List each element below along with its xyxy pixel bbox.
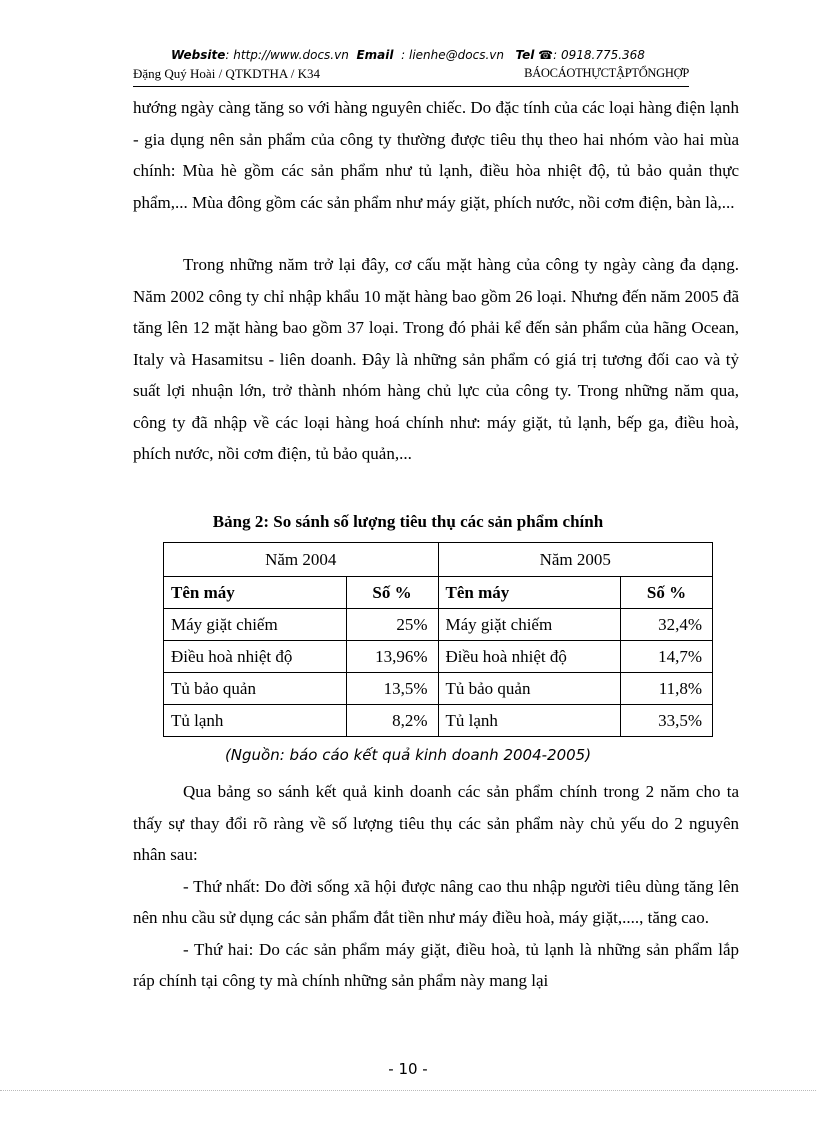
tel-value: ☎: 0918.775.368 — [538, 48, 645, 62]
cell-pct-2005: 14,7% — [621, 641, 713, 673]
cell-pct-2005: 32,4% — [621, 609, 713, 641]
body-section-middle — [133, 249, 739, 470]
email-value: : lienhe@docs.vn — [401, 48, 504, 62]
col-pct-2005: Số % — [621, 577, 713, 609]
table-year-row — [164, 543, 713, 577]
cell-pct-2004: 13,96% — [346, 641, 438, 673]
cell-pct-2004: 25% — [346, 609, 438, 641]
cell-pct-2005: 11,8% — [621, 673, 713, 705]
comparison-table — [163, 542, 713, 737]
footer-divider — [0, 1090, 816, 1091]
website-label: Website — [171, 48, 226, 62]
cell-name-2004: Tủ lạnh — [164, 705, 347, 737]
cell-pct-2004: 13,5% — [346, 673, 438, 705]
cell-name-2005: Máy giặt chiếm — [438, 609, 621, 641]
cell-pct-2004: 8,2% — [346, 705, 438, 737]
body-section-bottom — [133, 776, 739, 997]
paragraph-4: - Thứ nhất: Do đời sống xã hội được nâng cao thu nhập người tiêu dùng tăng lên nên nhu cầu sử dụng các sản phẩm đắt tiền như máy điều hoà, máy giặt,...., tăng cao. — [133, 876, 739, 927]
col-name-2004: Tên máy — [164, 577, 347, 609]
website-value: : http://www.docs.vn — [225, 48, 349, 62]
table-title: Bảng 2: So sánh số lượng tiêu thụ các sản phẩm chính — [212, 512, 604, 531]
cell-pct-2005: 33,5% — [621, 705, 713, 737]
paragraph-1: hướng ngày càng tăng so với hàng nguyên chiếc. Do đặc tính của các loại hàng điện lạnh - gia dụng nên sản phẩm của công ty thường được tiêu thụ theo hai nhóm vào hai mùa chính: Mùa hè gồm các sản phẩm như tủ lạnh, điều hòa nhiệt độ, tủ bảo quản thực phẩm,... Mùa đông gồm các sản phẩm như máy giặt, phích nước, nồi cơm điện, bàn là,... — [133, 98, 739, 212]
paragraph-5: - Thứ hai: Do các sản phẩm máy giặt, điều hoà, tủ lạnh là những sản phẩm lắp ráp chính tại công ty mà chính những sản phẩm này mang lại — [133, 939, 739, 990]
col-pct-2004: Số % — [346, 577, 438, 609]
page-number: - 10 - — [388, 1060, 428, 1078]
table-row — [164, 609, 713, 641]
cell-name-2004: Máy giặt chiếm — [164, 609, 347, 641]
body-section-top — [133, 92, 739, 218]
paragraph-2: Trong những năm trở lại đây, cơ cấu mặt hàng của công ty ngày càng đa dạng. Năm 2002 công ty chỉ nhập khẩu 10 mặt hàng bao gồm 26 loại. Nhưng đến năm 2005 đã tăng lên 12 mặt hàng bao gồm 37 loại. Trong đó phải kể đến sản phẩm của hãng Ocean, Italy và Hasamitsu - liên doanh. Đây là những sản phẩm có giá trị tương đối cao và tỷ suất lợi nhuận lớn, trở thành nhóm hàng chủ lực của công ty. Trong những năm qua, công ty đã nhập về các loại hàng hoá chính như: máy giặt, tủ lạnh, bếp ga, điều hoà, phích nước, nồi cơm điện, tủ bảo quản,... — [133, 255, 739, 463]
report-title: BÁOCÁOTHỰCTẬPTỔNGHỢP — [524, 66, 689, 80]
table-header-row — [164, 577, 713, 609]
header-divider — [133, 86, 689, 87]
cell-name-2005: Tủ bảo quản — [438, 673, 621, 705]
col-name-2005: Tên máy — [438, 577, 621, 609]
year-2005-header: Năm 2005 — [438, 543, 713, 577]
author-info: Đặng Quý Hoài / QTKDTHA / K34 — [133, 66, 321, 81]
table-row — [164, 641, 713, 673]
cell-name-2005: Điều hoà nhiệt độ — [438, 641, 621, 673]
cell-name-2004: Tủ bảo quản — [164, 673, 347, 705]
tel-label: Tel — [515, 48, 535, 62]
table-row — [164, 673, 713, 705]
table-row — [164, 705, 713, 737]
year-2004-header: Năm 2004 — [164, 543, 439, 577]
table-source: (Nguồn: báo cáo kết quả kinh doanh 2004-2005) — [224, 746, 592, 764]
cell-name-2005: Tủ lạnh — [438, 705, 621, 737]
email-label: Email — [356, 48, 394, 62]
cell-name-2004: Điều hoà nhiệt độ — [164, 641, 347, 673]
paragraph-3: Qua bảng so sánh kết quả kinh doanh các sản phẩm chính trong 2 năm cho ta thấy sự thay đổi rõ ràng về số lượng tiêu thụ các sản phẩm này chủ yếu do 2 nguyên nhân sau: — [133, 782, 739, 864]
site-contact-header — [0, 48, 816, 62]
